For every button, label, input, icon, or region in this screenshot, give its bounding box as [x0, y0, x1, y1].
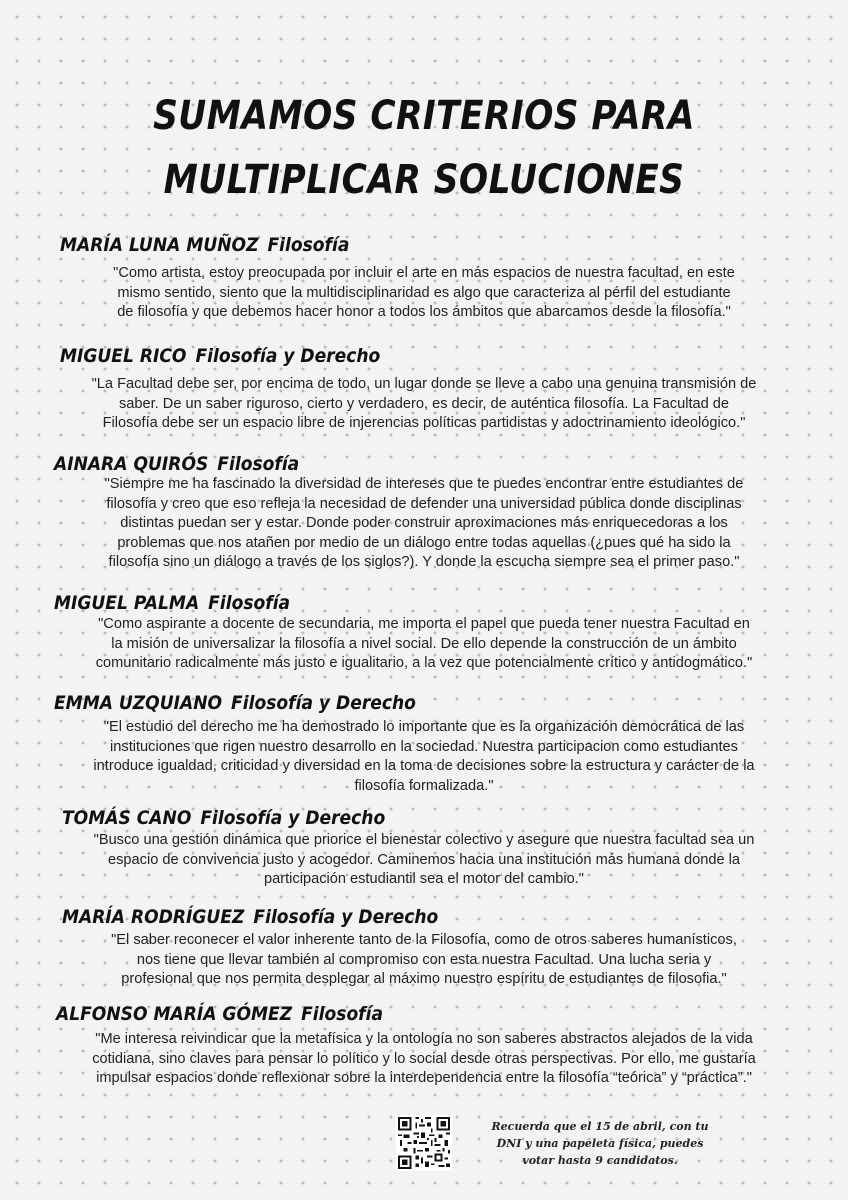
- candidate-heading: [54, 592, 290, 614]
- candidate-name: ALFONSO MARÍA GÓMEZ: [56, 1003, 293, 1025]
- quote-line: "El saber reconecer el valor inherente tanto de la Filosofía, como de otros saberes humanísticos,: [111, 932, 737, 948]
- candidate-name: AINARA QUIRÓS: [54, 453, 209, 475]
- candidate-quote: [40, 264, 808, 323]
- quote-line: "La Facultad debe ser, por encima de todo, un lugar donde se lleve a cabo una genuina transmisión de: [91, 376, 757, 392]
- candidate-degree: Filosofía y Derecho: [200, 807, 386, 829]
- quote-line: filosofía y creo que eso refleja la necesidad de defender una universidad pública donde disciplinas: [106, 495, 742, 512]
- candidate-quote: [40, 931, 808, 990]
- candidate-name: TOMÁS CANO: [62, 807, 192, 829]
- quote-line: comunitario radicalmente más justo e igualitario, a la vez que potencialmente crítico y antidogmático.": [95, 655, 753, 671]
- candidate-degree: Filosofía y Derecho: [195, 345, 381, 367]
- candidate-heading: [54, 453, 299, 475]
- qr-code-icon[interactable]: [396, 1115, 452, 1171]
- quote-line: distintas puedan ser y estar. Donde poder construir aproximaciones más enriquecedoras a los: [120, 515, 728, 531]
- quote-line: mismo sentido, siento que la multidisciplinaridad es algo que caracteriza al pérfil del estudiante: [117, 284, 731, 301]
- quote-line: filosofía formalizada.": [354, 777, 494, 794]
- quote-line: nos tiene que llevar también al compromiso con esta nuestra Facultad. Una lucha seria y: [136, 951, 712, 968]
- quote-line: de filosofía y que debemos hacer honor a todos los ámbitos que abarcamos desde la filosofía.": [117, 304, 731, 320]
- quote-line: problemas que nos atañen por medio de un diálogo entre todas aquellas (¿pues qué ha sido la: [117, 534, 731, 551]
- quote-line: cotidiana, sino claves para pensar lo político y lo social desde otras perspectivas. Por ello, me gustaría: [92, 1050, 756, 1067]
- candidate-quote: [40, 475, 808, 573]
- candidate-quote: [40, 831, 808, 890]
- candidate-degree: Filosofía y Derecho: [231, 692, 416, 714]
- quote-line: "Busco una gestión dinámica que priorice el bienestar colectivo y asegure que nuestra facultad sea un: [93, 832, 755, 848]
- candidate-name: MIGUEL RICO: [60, 345, 187, 367]
- candidate-heading: [62, 807, 385, 829]
- reminder-line: DNI y una papeleta física, puedes: [496, 1137, 704, 1150]
- candidate-heading: [56, 1003, 383, 1025]
- quote-line: espacio de convivencia justo y acogedor. Caminemos hacia una institución más humana donde la: [108, 851, 740, 868]
- voting-reminder: [490, 1118, 710, 1169]
- quote-line: Filosofía debe ser un espacio libre de injerencias políticas partidistas y adoctrinamiento ideológico.": [102, 415, 746, 431]
- candidate-quote: [40, 615, 808, 674]
- quote-line: participación estudiantil sea el motor del cambio.": [264, 871, 584, 887]
- candidate-heading: [60, 234, 349, 256]
- quote-line: filosofía sino un diálogo a través de los siglos?). Y donde la escucha siempre sea el primer paso.": [108, 554, 740, 570]
- quote-line: saber. De un saber riguroso, cierto y verdadero, es decir, de auténtica filosofía. La Facultad de: [118, 395, 730, 412]
- candidate-degree: Filosofía: [208, 592, 291, 614]
- candidate-heading: [54, 692, 416, 714]
- candidate-degree: Filosofía: [217, 453, 300, 475]
- candidate-name: MIGUEL PALMA: [54, 592, 200, 614]
- quote-line: "Siempre me ha fascinado la diversidad de intereses que te puedes encontrar entre estudiantes de: [104, 476, 744, 492]
- candidate-name: EMMA UZQUIANO: [54, 692, 223, 714]
- candidate-name: MARÍA LUNA MUÑOZ: [60, 234, 259, 256]
- candidate-heading: [60, 345, 380, 367]
- candidate-quote: [40, 375, 808, 434]
- candidate-quote: [40, 1030, 808, 1089]
- quote-line: "Como aspirante a docente de secundaria, me importa el papel que pueda tener nuestra Facultad en: [98, 616, 750, 632]
- quote-line: profesional que nos permita desplegar al máximo nuestro espíritu de estudiantes de filosofia.": [121, 971, 727, 987]
- title-line-2: MULTIPLICAR SOLUCIONES: [163, 157, 685, 203]
- quote-line: "Como artista, estoy preocupada por incluir el arte en más espacios de nuestra facultad, en este: [113, 265, 735, 281]
- candidate-degree: Filosofía: [267, 234, 350, 256]
- quote-line: la misión de universalizar la filosofía a nivel social. De ello depende la construcción de un ámbito: [111, 635, 737, 652]
- quote-line: instituciones que rigen nuestro desarrollo en la sociedad. Nuestra participacion como estudiantes: [110, 738, 738, 755]
- candidate-degree: Filosofía: [301, 1003, 384, 1025]
- poster-title: [59, 84, 788, 212]
- reminder-line: votar hasta 9 candidatos.: [522, 1154, 678, 1167]
- title-line-1: SUMAMOS CRITERIOS PARA: [153, 93, 695, 139]
- candidate-heading: [62, 906, 438, 928]
- candidate-quote: [40, 718, 808, 796]
- candidate-degree: Filosofía y Derecho: [253, 906, 439, 928]
- quote-line: "El estudio del derecho me ha demostrado lo importante que es la organización democrática de las: [103, 719, 745, 735]
- quote-line: "Me interesa reivindicar que la metafísica y la ontología no son saberes abstractos alejados de la vida: [95, 1031, 753, 1047]
- quote-line: introduce igualdad, criticidad y diversidad en la toma de decisiones sobre la estructura y carácter de la: [93, 758, 755, 774]
- quote-line: impulsar espacios donde reflexionar sobre la interdependencia entre la filosofía “teórica” y “práctica”.": [96, 1070, 752, 1086]
- reminder-line: Recuerda que el 15 de abril, con tu: [491, 1120, 709, 1133]
- candidate-name: MARÍA RODRÍGUEZ: [62, 906, 245, 928]
